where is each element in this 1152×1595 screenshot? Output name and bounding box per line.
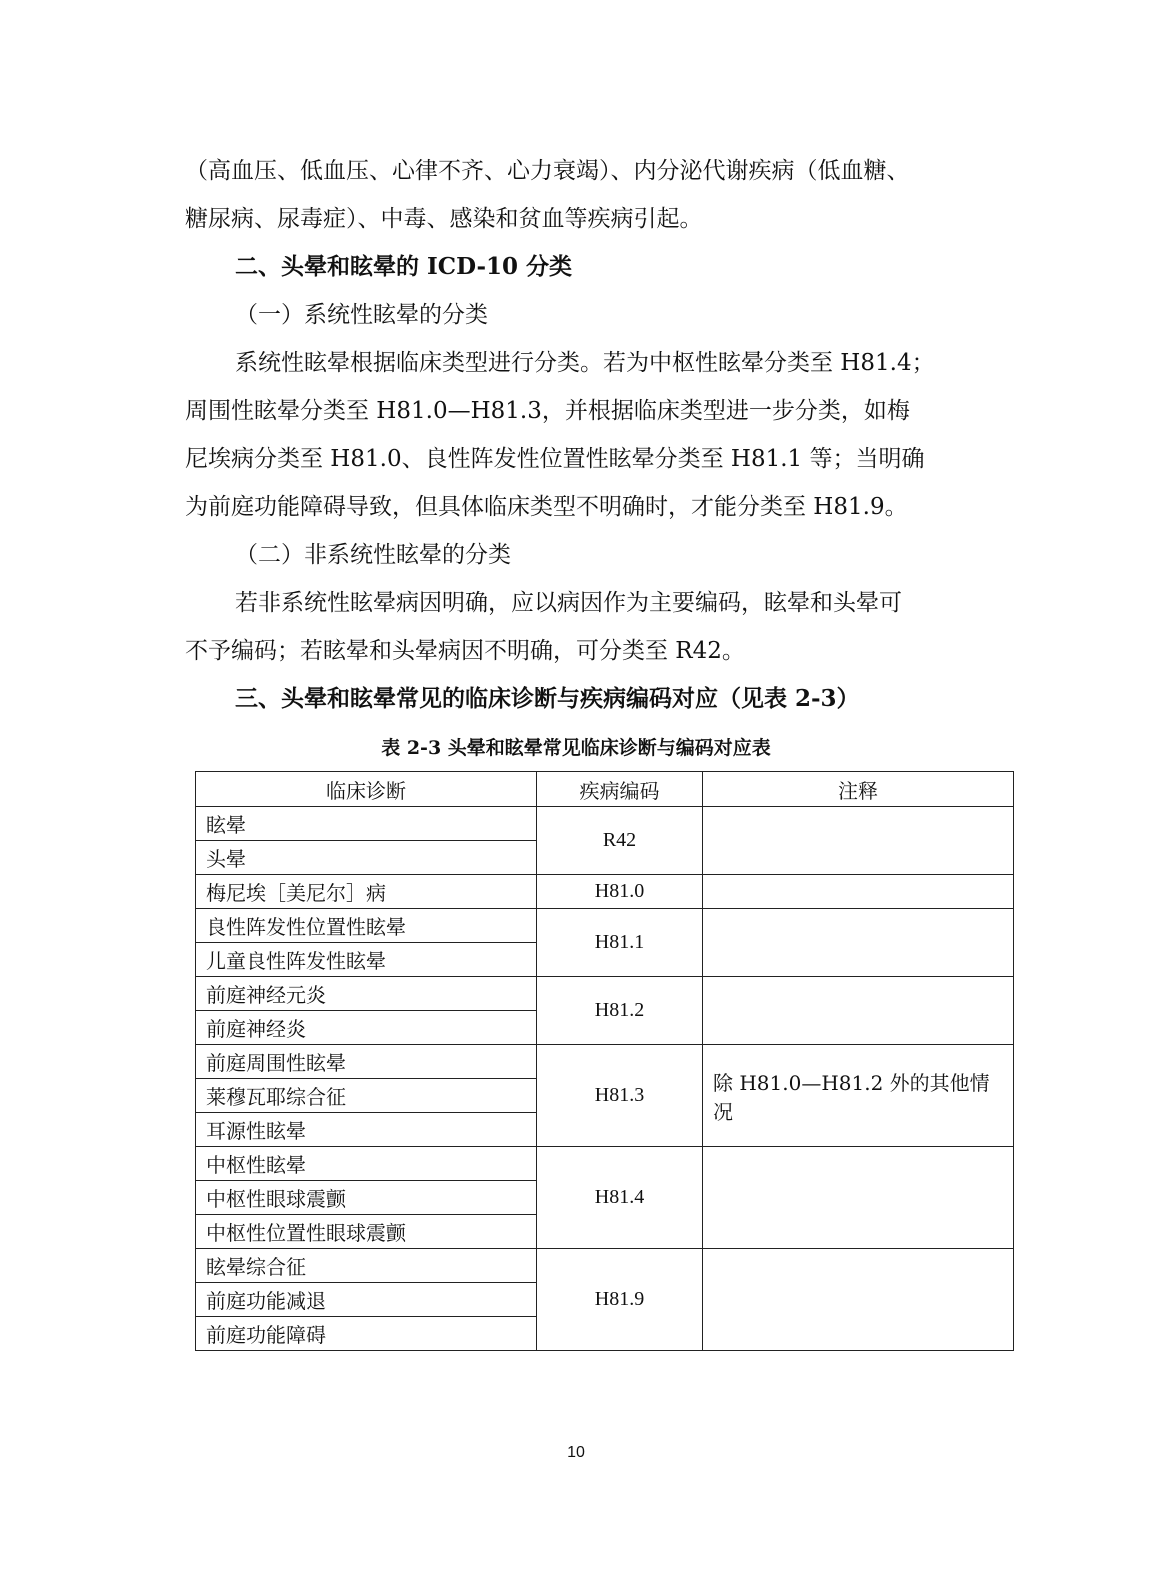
code-cell: H81.9: [537, 1249, 703, 1351]
section-heading: 三、头晕和眩晕常见的临床诊断与疾病编码对应（见表 2-3）: [235, 685, 860, 712]
table-row: [196, 1147, 1014, 1181]
diagnosis-code-table: [195, 771, 1014, 1351]
code-cell: R42: [537, 807, 703, 875]
paragraph-line: 周围性眩晕分类至 H81.0—H81.3，并根据临床类型进一步分类，如梅: [185, 398, 910, 424]
diagnosis-cell: 前庭周围性眩晕: [196, 1045, 537, 1079]
paragraph-line: （高血压、低血压、心律不齐、心力衰竭）、内分泌代谢疾病（低血糖、: [185, 158, 910, 184]
diagnosis-cell: 前庭神经元炎: [196, 977, 537, 1011]
table-row: [196, 1045, 1014, 1079]
section-heading: 二、头晕和眩晕的 ICD-10 分类: [235, 253, 573, 280]
note-cell: 除 H81.0—H81.2 外的其他情况: [703, 1045, 1014, 1147]
note-cell: [703, 909, 1014, 977]
note-cell: [703, 875, 1014, 909]
diagnosis-cell: 前庭功能障碍: [196, 1317, 537, 1351]
code-cell: H81.4: [537, 1147, 703, 1249]
paragraph-line: 为前庭功能障碍导致，但具体临床类型不明确时，才能分类至 H81.9。: [185, 494, 908, 520]
table-row: [196, 977, 1014, 1011]
note-cell: [703, 1147, 1014, 1249]
diagnosis-cell: 眩晕: [196, 807, 537, 841]
code-cell: H81.0: [537, 875, 703, 909]
header-note: 注释: [703, 772, 1014, 807]
table-caption: 表 2-3 头晕和眩晕常见临床诊断与编码对应表: [381, 737, 771, 759]
note-cell: [703, 807, 1014, 875]
diagnosis-cell: 眩晕综合征: [196, 1249, 537, 1283]
page-number: 10: [567, 1444, 585, 1461]
paragraph-line: 尼埃病分类至 H81.0、良性阵发性位置性眩晕分类至 H81.1 等；当明确: [185, 446, 925, 472]
paragraph-line: 若非系统性眩晕病因明确，应以病因作为主要编码，眩晕和头晕可: [235, 590, 902, 616]
table-row: [196, 1249, 1014, 1283]
subsection-heading: （一）系统性眩晕的分类: [235, 302, 488, 328]
table-header-row: [196, 772, 1014, 807]
diagnosis-cell: 良性阵发性位置性眩晕: [196, 909, 537, 943]
code-cell: H81.1: [537, 909, 703, 977]
diagnosis-cell: 儿童良性阵发性眩晕: [196, 943, 537, 977]
code-cell: H81.2: [537, 977, 703, 1045]
paragraph-line: 不予编码；若眩晕和头晕病因不明确，可分类至 R42。: [185, 638, 745, 664]
diagnosis-cell: 前庭神经炎: [196, 1011, 537, 1045]
table-row: [196, 875, 1014, 909]
diagnosis-cell: 头晕: [196, 841, 537, 875]
diagnosis-cell: 梅尼埃［美尼尔］病: [196, 875, 537, 909]
diagnosis-cell: 中枢性位置性眼球震颤: [196, 1215, 537, 1249]
diagnosis-cell: 莱穆瓦耶综合征: [196, 1079, 537, 1113]
diagnosis-cell: 前庭功能减退: [196, 1283, 537, 1317]
note-cell: [703, 977, 1014, 1045]
diagnosis-cell: 中枢性眼球震颤: [196, 1181, 537, 1215]
diagnosis-cell: 中枢性眩晕: [196, 1147, 537, 1181]
paragraph-line: 系统性眩晕根据临床类型进行分类。若为中枢性眩晕分类至 H81.4；: [235, 350, 935, 376]
subsection-heading: （二）非系统性眩晕的分类: [235, 542, 511, 568]
note-cell: [703, 1249, 1014, 1351]
code-cell: H81.3: [537, 1045, 703, 1147]
header-diagnosis: 临床诊断: [196, 772, 537, 807]
table-row: [196, 909, 1014, 943]
paragraph-line: 糖尿病、尿毒症）、中毒、感染和贫血等疾病引起。: [185, 206, 703, 232]
header-code: 疾病编码: [537, 772, 703, 807]
diagnosis-cell: 耳源性眩晕: [196, 1113, 537, 1147]
table-row: [196, 807, 1014, 841]
